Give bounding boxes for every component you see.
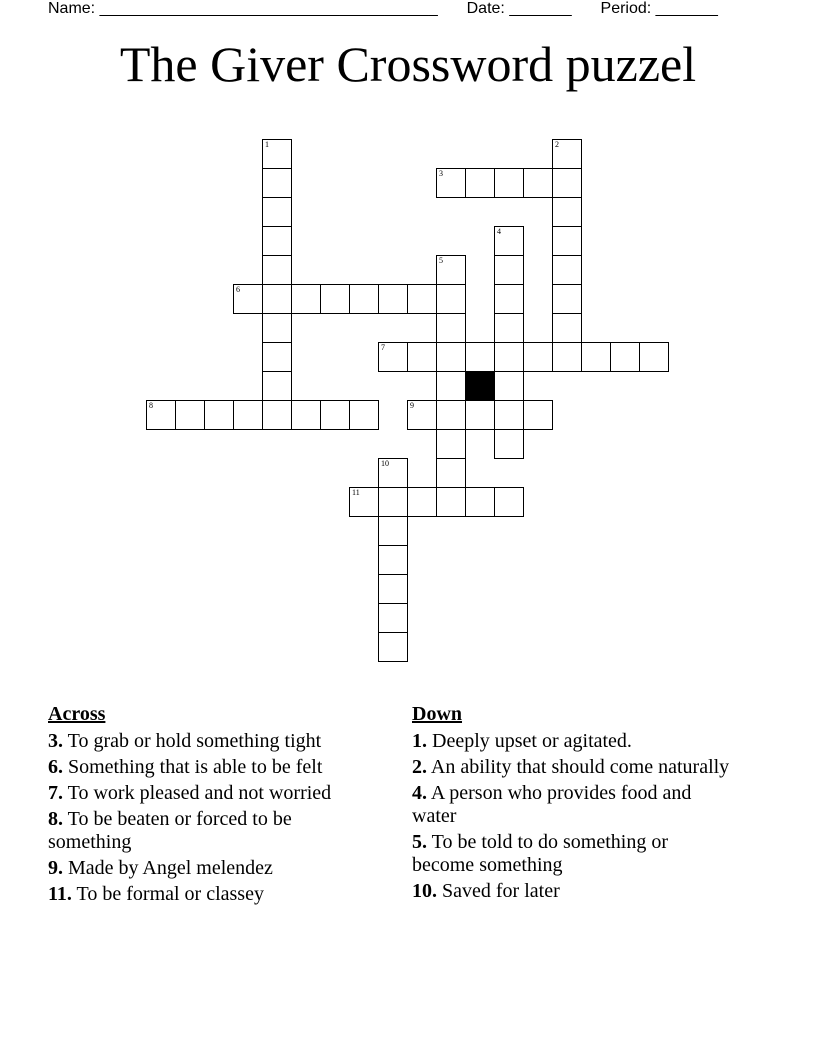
- down-clue-text: Deeply upset or agitated.: [432, 730, 632, 752]
- across-clue: [48, 808, 378, 854]
- grid-cell[interactable]: [233, 284, 263, 314]
- grid-cell[interactable]: [552, 342, 582, 372]
- grid-cell[interactable]: [523, 168, 553, 198]
- date-field-label: Date: _______: [466, 0, 572, 17]
- grid-cell[interactable]: [291, 400, 321, 430]
- grid-cell[interactable]: [378, 342, 408, 372]
- across-clue-number: 9.: [48, 857, 63, 879]
- grid-cell[interactable]: [494, 313, 524, 343]
- down-clue-number: 10.: [412, 880, 437, 902]
- down-clue-text: An ability that should come naturally: [430, 756, 730, 778]
- clue-number-label: 4: [497, 227, 501, 236]
- grid-cell[interactable]: [175, 400, 205, 430]
- across-clue-text: Something that is able to be felt: [68, 756, 323, 778]
- clue-number-label: 6: [236, 285, 240, 294]
- down-clue: [412, 880, 732, 903]
- page-title: The Giver Crossword puzzel: [119, 36, 697, 92]
- down-clue: [412, 782, 732, 828]
- name-field-label: Name: ______________________________________: [48, 0, 438, 17]
- grid-cell[interactable]: [494, 487, 524, 517]
- clue-number-label: 9: [410, 401, 414, 410]
- grid-cell[interactable]: [494, 284, 524, 314]
- grid-cell[interactable]: [262, 255, 292, 285]
- grid-cell[interactable]: [378, 284, 408, 314]
- down-clue: [412, 730, 732, 753]
- clue-number-label: 3: [439, 169, 443, 178]
- grid-cell[interactable]: [349, 487, 379, 517]
- grid-cell[interactable]: [523, 342, 553, 372]
- grid-cell[interactable]: [378, 458, 408, 488]
- grid-cell[interactable]: [349, 284, 379, 314]
- grid-cell[interactable]: [378, 516, 408, 546]
- grid-cell[interactable]: [552, 284, 582, 314]
- across-clue-number: 7.: [48, 782, 63, 804]
- across-clue-number: 11.: [48, 883, 72, 905]
- grid-cell[interactable]: [407, 487, 437, 517]
- grid-cell[interactable]: [378, 603, 408, 633]
- across-clue-text: To be formal or classey: [76, 883, 264, 905]
- down-clue-number: 4.: [412, 782, 427, 804]
- grid-cell[interactable]: [262, 197, 292, 227]
- grid-cell[interactable]: [494, 226, 524, 256]
- grid-cell[interactable]: [465, 400, 495, 430]
- across-clue-text: Made by Angel melendez: [68, 857, 273, 879]
- clue-number-label: 11: [352, 488, 360, 497]
- across-clue: [48, 756, 378, 779]
- grid-cell[interactable]: [552, 255, 582, 285]
- grid-cell[interactable]: [407, 284, 437, 314]
- grid-cell[interactable]: [465, 168, 495, 198]
- grid-cell[interactable]: [320, 284, 350, 314]
- grid-cell[interactable]: [436, 255, 466, 285]
- grid-cell[interactable]: [262, 168, 292, 198]
- across-clue: [48, 857, 378, 880]
- across-clue-number: 3.: [48, 730, 63, 752]
- grid-cell[interactable]: [552, 226, 582, 256]
- grid-cell[interactable]: [378, 632, 408, 662]
- grid-cell[interactable]: [204, 400, 234, 430]
- down-clue-number: 2.: [412, 756, 427, 778]
- period-field-label: Period: _______: [600, 0, 718, 17]
- grid-cell[interactable]: [262, 139, 292, 169]
- across-clue: [48, 730, 378, 753]
- clue-number-label: 7: [381, 343, 385, 352]
- grid-cell[interactable]: [465, 487, 495, 517]
- down-heading: Down: [412, 703, 463, 725]
- down-clue-text: To be told to do something or become something: [412, 831, 668, 876]
- across-clue-text: To grab or hold something tight: [67, 730, 322, 752]
- grid-cell[interactable]: [146, 400, 176, 430]
- down-clue: [412, 831, 732, 877]
- grid-cell[interactable]: [494, 400, 524, 430]
- grid-cell[interactable]: [436, 168, 466, 198]
- grid-cell[interactable]: [552, 313, 582, 343]
- down-clue-text: Saved for later: [442, 880, 560, 902]
- grid-cell[interactable]: [407, 342, 437, 372]
- grid-cell[interactable]: [494, 168, 524, 198]
- clue-number-label: 1: [265, 140, 269, 149]
- down-clues: [412, 702, 732, 906]
- grid-cell[interactable]: [262, 284, 292, 314]
- grid-cell[interactable]: [407, 400, 437, 430]
- across-clue-text: To be beaten or forced to be something: [48, 808, 292, 853]
- grid-cell[interactable]: [349, 400, 379, 430]
- grid-cell[interactable]: [378, 574, 408, 604]
- grid-cell[interactable]: [320, 400, 350, 430]
- grid-cell[interactable]: [494, 371, 524, 401]
- clue-number-label: 5: [439, 256, 443, 265]
- across-clues: [48, 702, 378, 909]
- grid-block-cell: [465, 371, 495, 401]
- grid-cell[interactable]: [436, 429, 466, 459]
- grid-cell[interactable]: [262, 342, 292, 372]
- clue-number-label: 2: [555, 140, 559, 149]
- grid-cell[interactable]: [552, 168, 582, 198]
- across-clue: [48, 883, 378, 906]
- across-clue: [48, 782, 378, 805]
- down-clue-number: 1.: [412, 730, 427, 752]
- grid-cell[interactable]: [436, 313, 466, 343]
- grid-cell[interactable]: [552, 139, 582, 169]
- grid-cell[interactable]: [291, 284, 321, 314]
- down-clue: [412, 756, 732, 779]
- across-clue-number: 6.: [48, 756, 63, 778]
- grid-cell[interactable]: [262, 400, 292, 430]
- grid-cell[interactable]: [436, 458, 466, 488]
- across-heading: Across: [48, 703, 106, 725]
- across-clue-text: To work pleased and not worried: [67, 782, 332, 804]
- grid-cell[interactable]: [581, 342, 611, 372]
- down-clue-number: 5.: [412, 831, 427, 853]
- clue-number-label: 8: [149, 401, 153, 410]
- grid-cell[interactable]: [465, 342, 495, 372]
- grid-cell[interactable]: [523, 400, 553, 430]
- grid-cell[interactable]: [262, 371, 292, 401]
- grid-cell[interactable]: [262, 313, 292, 343]
- grid-cell[interactable]: [378, 487, 408, 517]
- grid-cell[interactable]: [436, 371, 466, 401]
- grid-cell[interactable]: [233, 400, 263, 430]
- grid-cell[interactable]: [378, 545, 408, 575]
- grid-cell[interactable]: [494, 342, 524, 372]
- grid-cell[interactable]: [436, 487, 466, 517]
- across-clue-number: 8.: [48, 808, 63, 830]
- grid-cell[interactable]: [494, 429, 524, 459]
- grid-cell[interactable]: [639, 342, 669, 372]
- grid-cell[interactable]: [552, 197, 582, 227]
- grid-cell[interactable]: [262, 226, 292, 256]
- grid-cell[interactable]: [436, 400, 466, 430]
- down-clue-text: A person who provides food and water: [412, 782, 692, 827]
- grid-cell[interactable]: [436, 342, 466, 372]
- grid-cell[interactable]: [610, 342, 640, 372]
- grid-cell[interactable]: [494, 255, 524, 285]
- clue-number-label: 10: [381, 459, 389, 468]
- grid-cell[interactable]: [436, 284, 466, 314]
